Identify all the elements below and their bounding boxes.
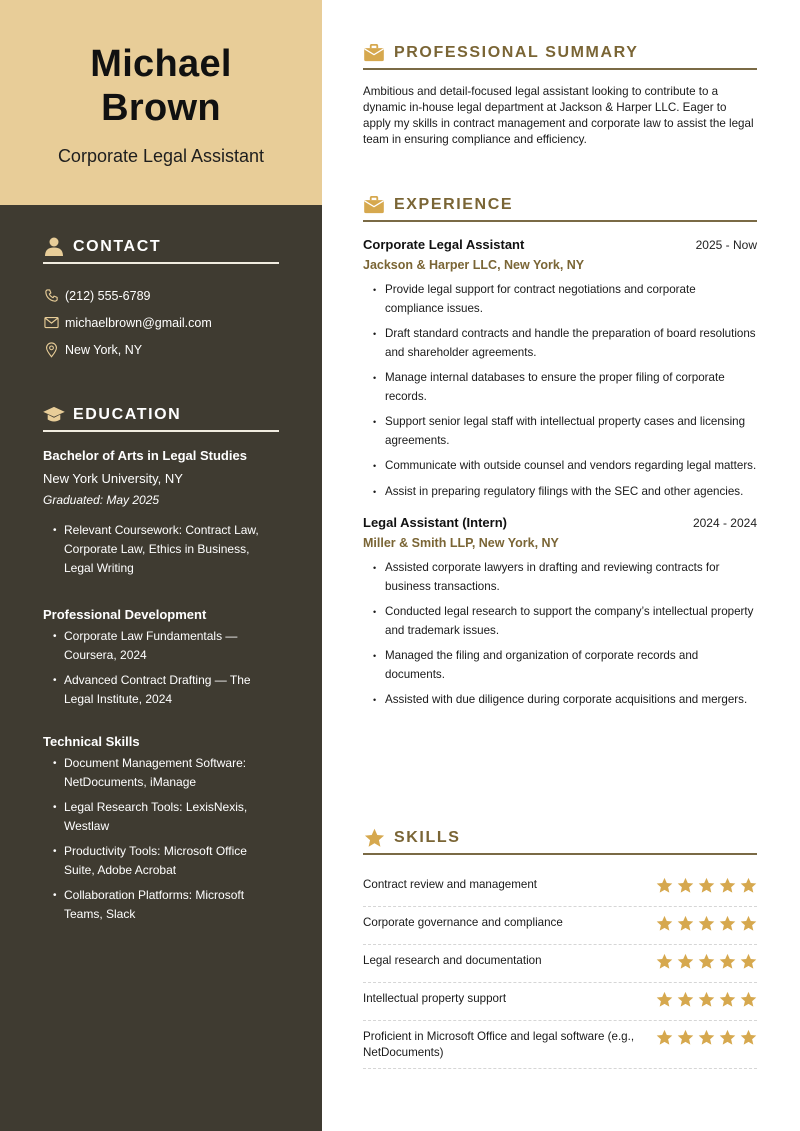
education-section bbox=[43, 404, 279, 584]
name-header bbox=[0, 0, 322, 205]
list-item: • Assisted corporate lawyers in drafting and reviewing contracts for business transactions. bbox=[373, 559, 757, 596]
skill-row bbox=[363, 907, 757, 945]
star-icon bbox=[698, 877, 715, 899]
star-icon bbox=[719, 991, 736, 1013]
list-item: • Advanced Contract Drafting — The Legal Institute, 2024 bbox=[53, 671, 279, 709]
job-bullets bbox=[373, 281, 757, 501]
skills-list bbox=[363, 869, 757, 1069]
star-icon bbox=[677, 1029, 694, 1051]
star-icon bbox=[698, 953, 715, 975]
star-icon bbox=[698, 915, 715, 937]
star-icon bbox=[719, 877, 736, 899]
list-item: • Legal Research Tools: LexisNexis, Westlaw bbox=[53, 798, 279, 836]
professional-development-heading: Professional Development bbox=[43, 607, 207, 622]
technical-skills-heading: Technical Skills bbox=[43, 734, 140, 749]
skill-rating bbox=[656, 877, 757, 899]
graduation-date: Graduated: May 2025 bbox=[43, 493, 160, 507]
contact-location: New York, NY bbox=[43, 336, 279, 363]
skills-section bbox=[363, 825, 757, 1069]
degree: Bachelor of Arts in Legal Studies bbox=[43, 448, 247, 463]
school: New York University, NY bbox=[43, 471, 183, 486]
star-icon bbox=[656, 953, 673, 975]
star-icon bbox=[719, 953, 736, 975]
skill-name: Corporate governance and compliance bbox=[363, 916, 563, 929]
job-company: Miller & Smith LLP, New York, NY bbox=[363, 536, 559, 550]
candidate-role: Corporate Legal Assistant bbox=[57, 146, 265, 166]
skill-name: Legal research and documentation bbox=[363, 954, 542, 967]
mail-icon bbox=[43, 315, 59, 331]
contact-phone: (212) 555-6789 bbox=[43, 282, 279, 309]
summary-text: Ambitious and detail-focused legal assistant looking to contribute to a dynamic in-house legal department at Jackson & Harper LLC. Eager to apply my skills in contract management and corporate law to assist the legal team in ensuring compliance and efficiency. bbox=[363, 85, 754, 146]
summary-heading: PROFESSIONAL SUMMARY bbox=[363, 40, 757, 70]
person-icon bbox=[43, 236, 65, 258]
star-icon bbox=[656, 915, 673, 937]
star-icon bbox=[656, 877, 673, 899]
list-item: • Document Management Software: NetDocuments, iManage bbox=[53, 754, 279, 792]
contact-section bbox=[43, 236, 279, 363]
star-icon bbox=[698, 1029, 715, 1051]
star-icon bbox=[698, 991, 715, 1013]
skill-row bbox=[363, 945, 757, 983]
experience-section bbox=[363, 192, 757, 717]
last-name: Brown bbox=[101, 87, 221, 129]
list-item: • Managed the filing and organization of corporate records and documents. bbox=[373, 647, 757, 684]
technical-skills-list bbox=[53, 754, 279, 924]
contact-email: michaelbrown@gmail.com bbox=[43, 309, 279, 336]
star-icon bbox=[363, 827, 385, 849]
sidebar bbox=[0, 0, 322, 1131]
contact-heading: CONTACT bbox=[43, 236, 279, 264]
star-icon bbox=[740, 991, 757, 1013]
first-name: Michael bbox=[90, 43, 232, 85]
star-icon bbox=[677, 991, 694, 1013]
technical-skills-section bbox=[43, 734, 279, 930]
list-item: • Provide legal support for contract negotiations and corporate compliance issues. bbox=[373, 281, 757, 318]
skills-heading: SKILLS bbox=[363, 825, 757, 855]
list-item: • Draft standard contracts and handle the preparation of board resolutions and shareholder agreements. bbox=[373, 325, 757, 362]
list-item: • Support senior legal staff with intellectual property cases and licensing agreements. bbox=[373, 413, 757, 450]
briefcase-icon bbox=[363, 194, 385, 216]
job-bullets bbox=[373, 559, 757, 710]
job-entry bbox=[363, 515, 757, 710]
star-icon bbox=[656, 1029, 673, 1051]
job-title: Corporate Legal Assistant bbox=[363, 237, 525, 252]
education-heading: EDUCATION bbox=[43, 404, 279, 432]
star-icon bbox=[740, 953, 757, 975]
candidate-name bbox=[0, 42, 322, 130]
summary-section bbox=[363, 40, 757, 148]
list-item: • Conducted legal research to support the company’s intellectual property and trademark issues. bbox=[373, 603, 757, 640]
list-item: • Manage internal databases to ensure the proper filing of corporate records. bbox=[373, 369, 757, 406]
list-item: • Productivity Tools: Microsoft Office Suite, Adobe Acrobat bbox=[53, 842, 279, 880]
star-icon bbox=[677, 953, 694, 975]
list-item: • Communicate with outside counsel and vendors regarding legal matters. bbox=[373, 457, 757, 476]
job-company: Jackson & Harper LLC, New York, NY bbox=[363, 258, 585, 272]
professional-development-section bbox=[43, 607, 279, 715]
star-icon bbox=[719, 1029, 736, 1051]
graduation-cap-icon bbox=[43, 404, 65, 426]
list-item: • Assist in preparing regulatory filings with the SEC and other agencies. bbox=[373, 483, 757, 502]
job-title: Legal Assistant (Intern) bbox=[363, 515, 507, 530]
star-icon bbox=[740, 1029, 757, 1051]
star-icon bbox=[677, 915, 694, 937]
phone-icon bbox=[43, 288, 59, 304]
skill-rating bbox=[656, 953, 757, 975]
experience-heading: EXPERIENCE bbox=[363, 192, 757, 222]
briefcase-icon bbox=[363, 42, 385, 64]
job-entry bbox=[363, 237, 757, 501]
list-item: • Assisted with due diligence during corporate acquisitions and mergers. bbox=[373, 691, 757, 710]
star-icon bbox=[677, 877, 694, 899]
skill-row bbox=[363, 1021, 757, 1069]
location-pin-icon bbox=[43, 342, 59, 358]
list-item: • Relevant Coursework: Contract Law, Corporate Law, Ethics in Business, Legal Writing bbox=[53, 521, 279, 578]
star-icon bbox=[719, 915, 736, 937]
list-item: • Collaboration Platforms: Microsoft Teams, Slack bbox=[53, 886, 279, 924]
star-icon bbox=[656, 991, 673, 1013]
skill-name: Intellectual property support bbox=[363, 992, 507, 1005]
skill-rating bbox=[656, 991, 757, 1013]
skill-row bbox=[363, 869, 757, 907]
list-item: • Corporate Law Fundamentals — Coursera, 2024 bbox=[53, 627, 279, 665]
skill-rating bbox=[656, 915, 757, 937]
star-icon bbox=[740, 877, 757, 899]
star-icon bbox=[740, 915, 757, 937]
professional-development-list bbox=[53, 627, 279, 709]
skill-name: Proficient in Microsoft Office and legal software (e.g., NetDocuments) bbox=[363, 1030, 635, 1059]
skill-rating bbox=[656, 1029, 757, 1051]
skill-row bbox=[363, 983, 757, 1021]
job-dates: 2024 - 2024 bbox=[692, 516, 757, 530]
skill-name: Contract review and management bbox=[363, 878, 537, 891]
job-dates: 2025 - Now bbox=[695, 238, 757, 252]
coursework-list bbox=[53, 521, 279, 578]
